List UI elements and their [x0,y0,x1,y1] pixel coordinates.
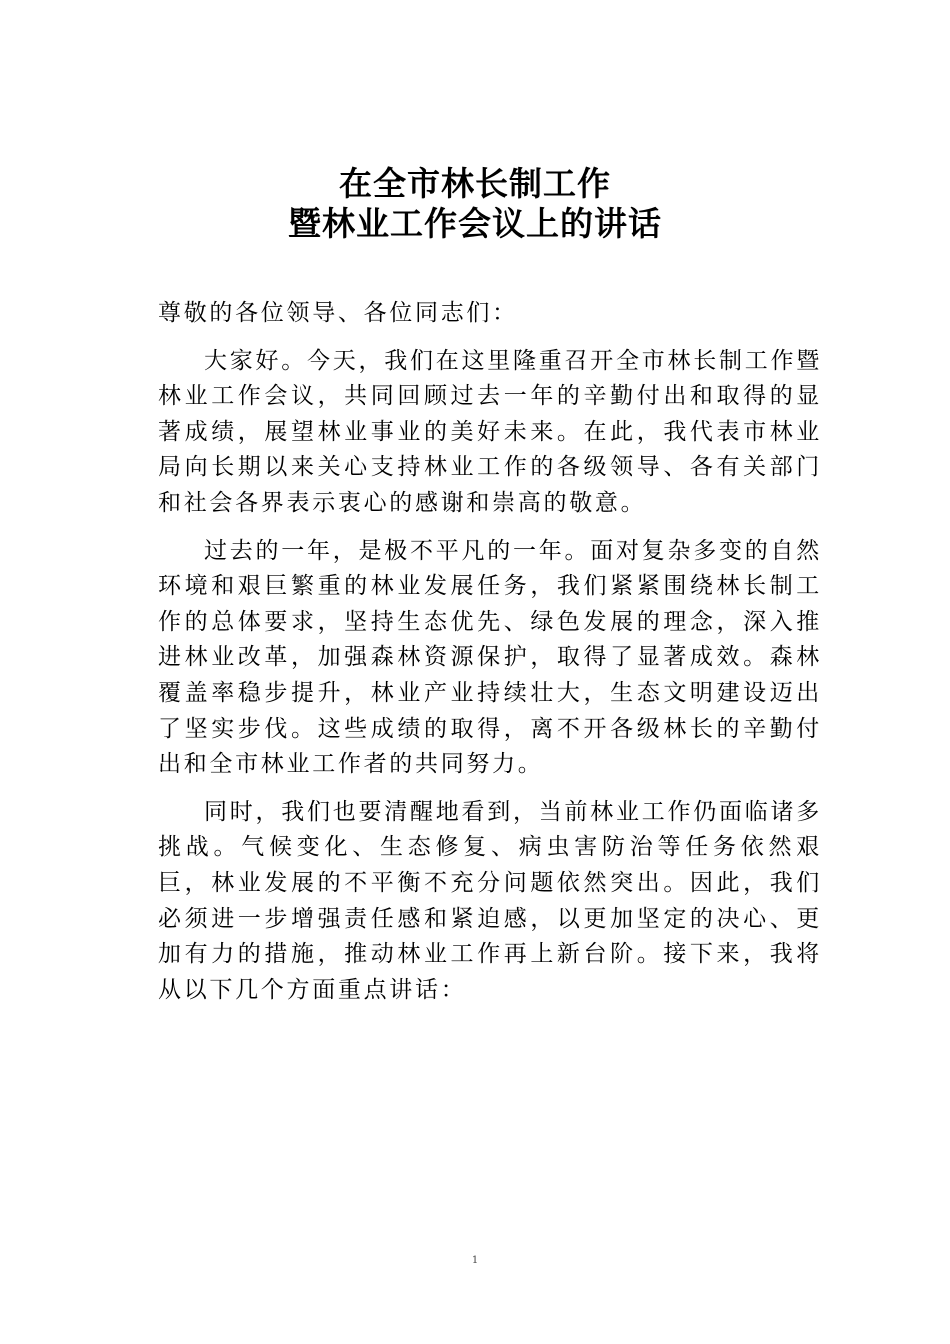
title-line-2: 暨林业工作会议上的讲话 [288,204,662,243]
title-line-1: 在全市林长制工作 [339,164,611,203]
document-title [0,164,950,244]
page-number: 1 [471,1255,479,1266]
paragraph-challenges: 同时，我们也要清醒地看到，当前林业工作仍面临诸多挑战。气候变化、生态修复、病虫害防治等任务依然艰巨，林业发展的不平衡不充分问题依然突出。因此，我们必须进一步增强责任感和紧迫感，以更加坚定的决心、更加有力的措施，推动林业工作再上新台阶。接下来，我将从以下几个方面重点讲话： [158,798,822,1003]
paragraph-review: 过去的一年，是极不平凡的一年。面对复杂多变的自然环境和艰巨繁重的林业发展任务，我们紧紧围绕林长制工作的总体要求，坚持生态优先、绿色发展的理念，深入推进林业改革，加强森林资源保护，取得了显著成效。森林覆盖率稳步提升，林业产业持续壮大，生态文明建设迈出了坚实步伐。这些成绩的取得，离不开各级林长的辛勤付出和全市林业工作者的共同努力。 [158,537,822,778]
speech-body [158,296,822,1020]
salutation: 尊敬的各位领导、各位同志们： [158,300,518,326]
paragraph-opening: 大家好。今天，我们在这里隆重召开全市林长制工作暨林业工作会议，共同回顾过去一年的辛勤付出和取得的显著成绩，展望林业事业的美好未来。在此，我代表市林业局向长期以来关心支持林业工作的各级领导、各有关部门和社会各界表示衷心的感谢和崇高的敬意。 [158,347,822,516]
